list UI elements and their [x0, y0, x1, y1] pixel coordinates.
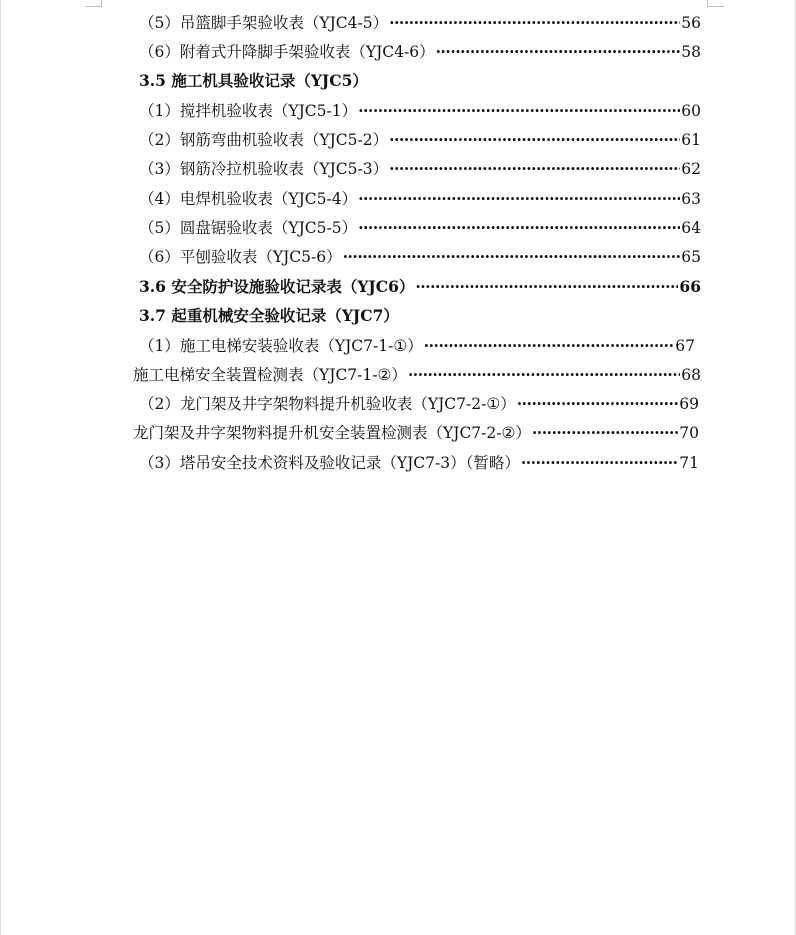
toc-leader-dots: [358, 96, 680, 125]
toc-section-heading[interactable]: [139, 272, 701, 301]
toc-entry[interactable]: [139, 37, 701, 66]
toc-page-number: 66: [679, 277, 701, 296]
page-corner-mark-left: [85, 0, 102, 7]
toc-entry-text: （3）塔吊安全技术资料及验收记录（YJC7-3）（暂略）: [139, 454, 520, 472]
toc-leader-dots: [415, 272, 678, 301]
toc-entry-text: 龙门架及井字架物料提升机安全装置检测表（YJC7-2-②）: [133, 424, 531, 442]
toc-leader-dots: [424, 331, 675, 360]
toc-heading-text: 3.6 安全防护设施验收记录表（YJC6）: [139, 277, 415, 296]
page-corner-mark-right: [707, 0, 724, 7]
toc-leader-dots: [389, 125, 680, 154]
toc-entry[interactable]: [133, 418, 699, 447]
toc-entry-text: （3）钢筋冷拉机验收表（YJC5-3）: [139, 160, 389, 178]
toc-page-number: 69: [679, 395, 699, 413]
toc-leader-dots: [517, 389, 679, 418]
toc-page-number: 67: [675, 337, 695, 355]
toc-entry[interactable]: [139, 331, 695, 360]
toc-entry-text: （5）吊篮脚手架验收表（YJC4-5）: [139, 14, 389, 32]
toc-page-number: 70: [679, 424, 699, 442]
toc-entry[interactable]: [139, 389, 699, 418]
toc-page-number: 56: [681, 14, 701, 32]
toc-entry[interactable]: [139, 184, 701, 213]
toc-entry[interactable]: [139, 154, 701, 183]
toc-entry-text: （6）附着式升降脚手架验收表（YJC4-6）: [139, 43, 435, 61]
toc-section-heading[interactable]: [139, 301, 539, 330]
toc-leader-dots: [532, 418, 678, 447]
toc-page-number: 64: [681, 219, 701, 237]
toc-heading-text: 3.5 施工机具验收记录（YJC5）: [139, 71, 368, 90]
toc-entry[interactable]: [139, 448, 699, 477]
toc-leader-dots: [389, 8, 680, 37]
toc-entry[interactable]: [139, 96, 701, 125]
toc-page-number: 58: [681, 43, 701, 61]
toc-entry-text: （2）钢筋弯曲机验收表（YJC5-2）: [139, 131, 389, 149]
toc-leader-dots: [343, 242, 681, 271]
toc-entry-text: 施工电梯安全装置检测表（YJC7-1-②）: [133, 366, 407, 384]
toc-entry[interactable]: [139, 213, 701, 242]
toc-leader-dots: [408, 360, 680, 389]
toc-heading-text: 3.7 起重机械安全验收记录（YJC7）: [139, 306, 399, 325]
toc-entry-text: （1）搅拌机验收表（YJC5-1）: [139, 102, 358, 120]
toc-leader-dots: [358, 184, 680, 213]
toc-leader-dots: [358, 213, 680, 242]
toc-page-number: 60: [681, 102, 701, 120]
toc-entry[interactable]: [139, 8, 701, 37]
toc-section-heading[interactable]: [139, 66, 539, 95]
toc-page-number: 65: [681, 248, 701, 266]
toc-entry[interactable]: [133, 360, 701, 389]
toc-page-number: 68: [681, 366, 701, 384]
toc-page-number: 61: [681, 131, 701, 149]
toc-entry[interactable]: [139, 125, 701, 154]
toc-entry-text: （4）电焊机验收表（YJC5-4）: [139, 190, 358, 208]
toc-page-number: 63: [681, 190, 701, 208]
toc-leader-dots: [521, 448, 678, 477]
toc-leader-dots: [389, 154, 680, 183]
toc-page-number: 71: [679, 454, 699, 472]
toc-entry[interactable]: [139, 242, 701, 271]
toc-entry-text: （1）施工电梯安装验收表（YJC7-1-①）: [139, 337, 423, 355]
toc-entry-text: （2）龙门架及井字架物料提升机验收表（YJC7-2-①）: [139, 395, 516, 413]
toc-entry-text: （5）圆盘锯验收表（YJC5-5）: [139, 219, 358, 237]
toc-page-number: 62: [681, 160, 701, 178]
toc-entry-text: （6）平刨验收表（YJC5-6）: [139, 248, 342, 266]
toc-leader-dots: [436, 37, 681, 66]
